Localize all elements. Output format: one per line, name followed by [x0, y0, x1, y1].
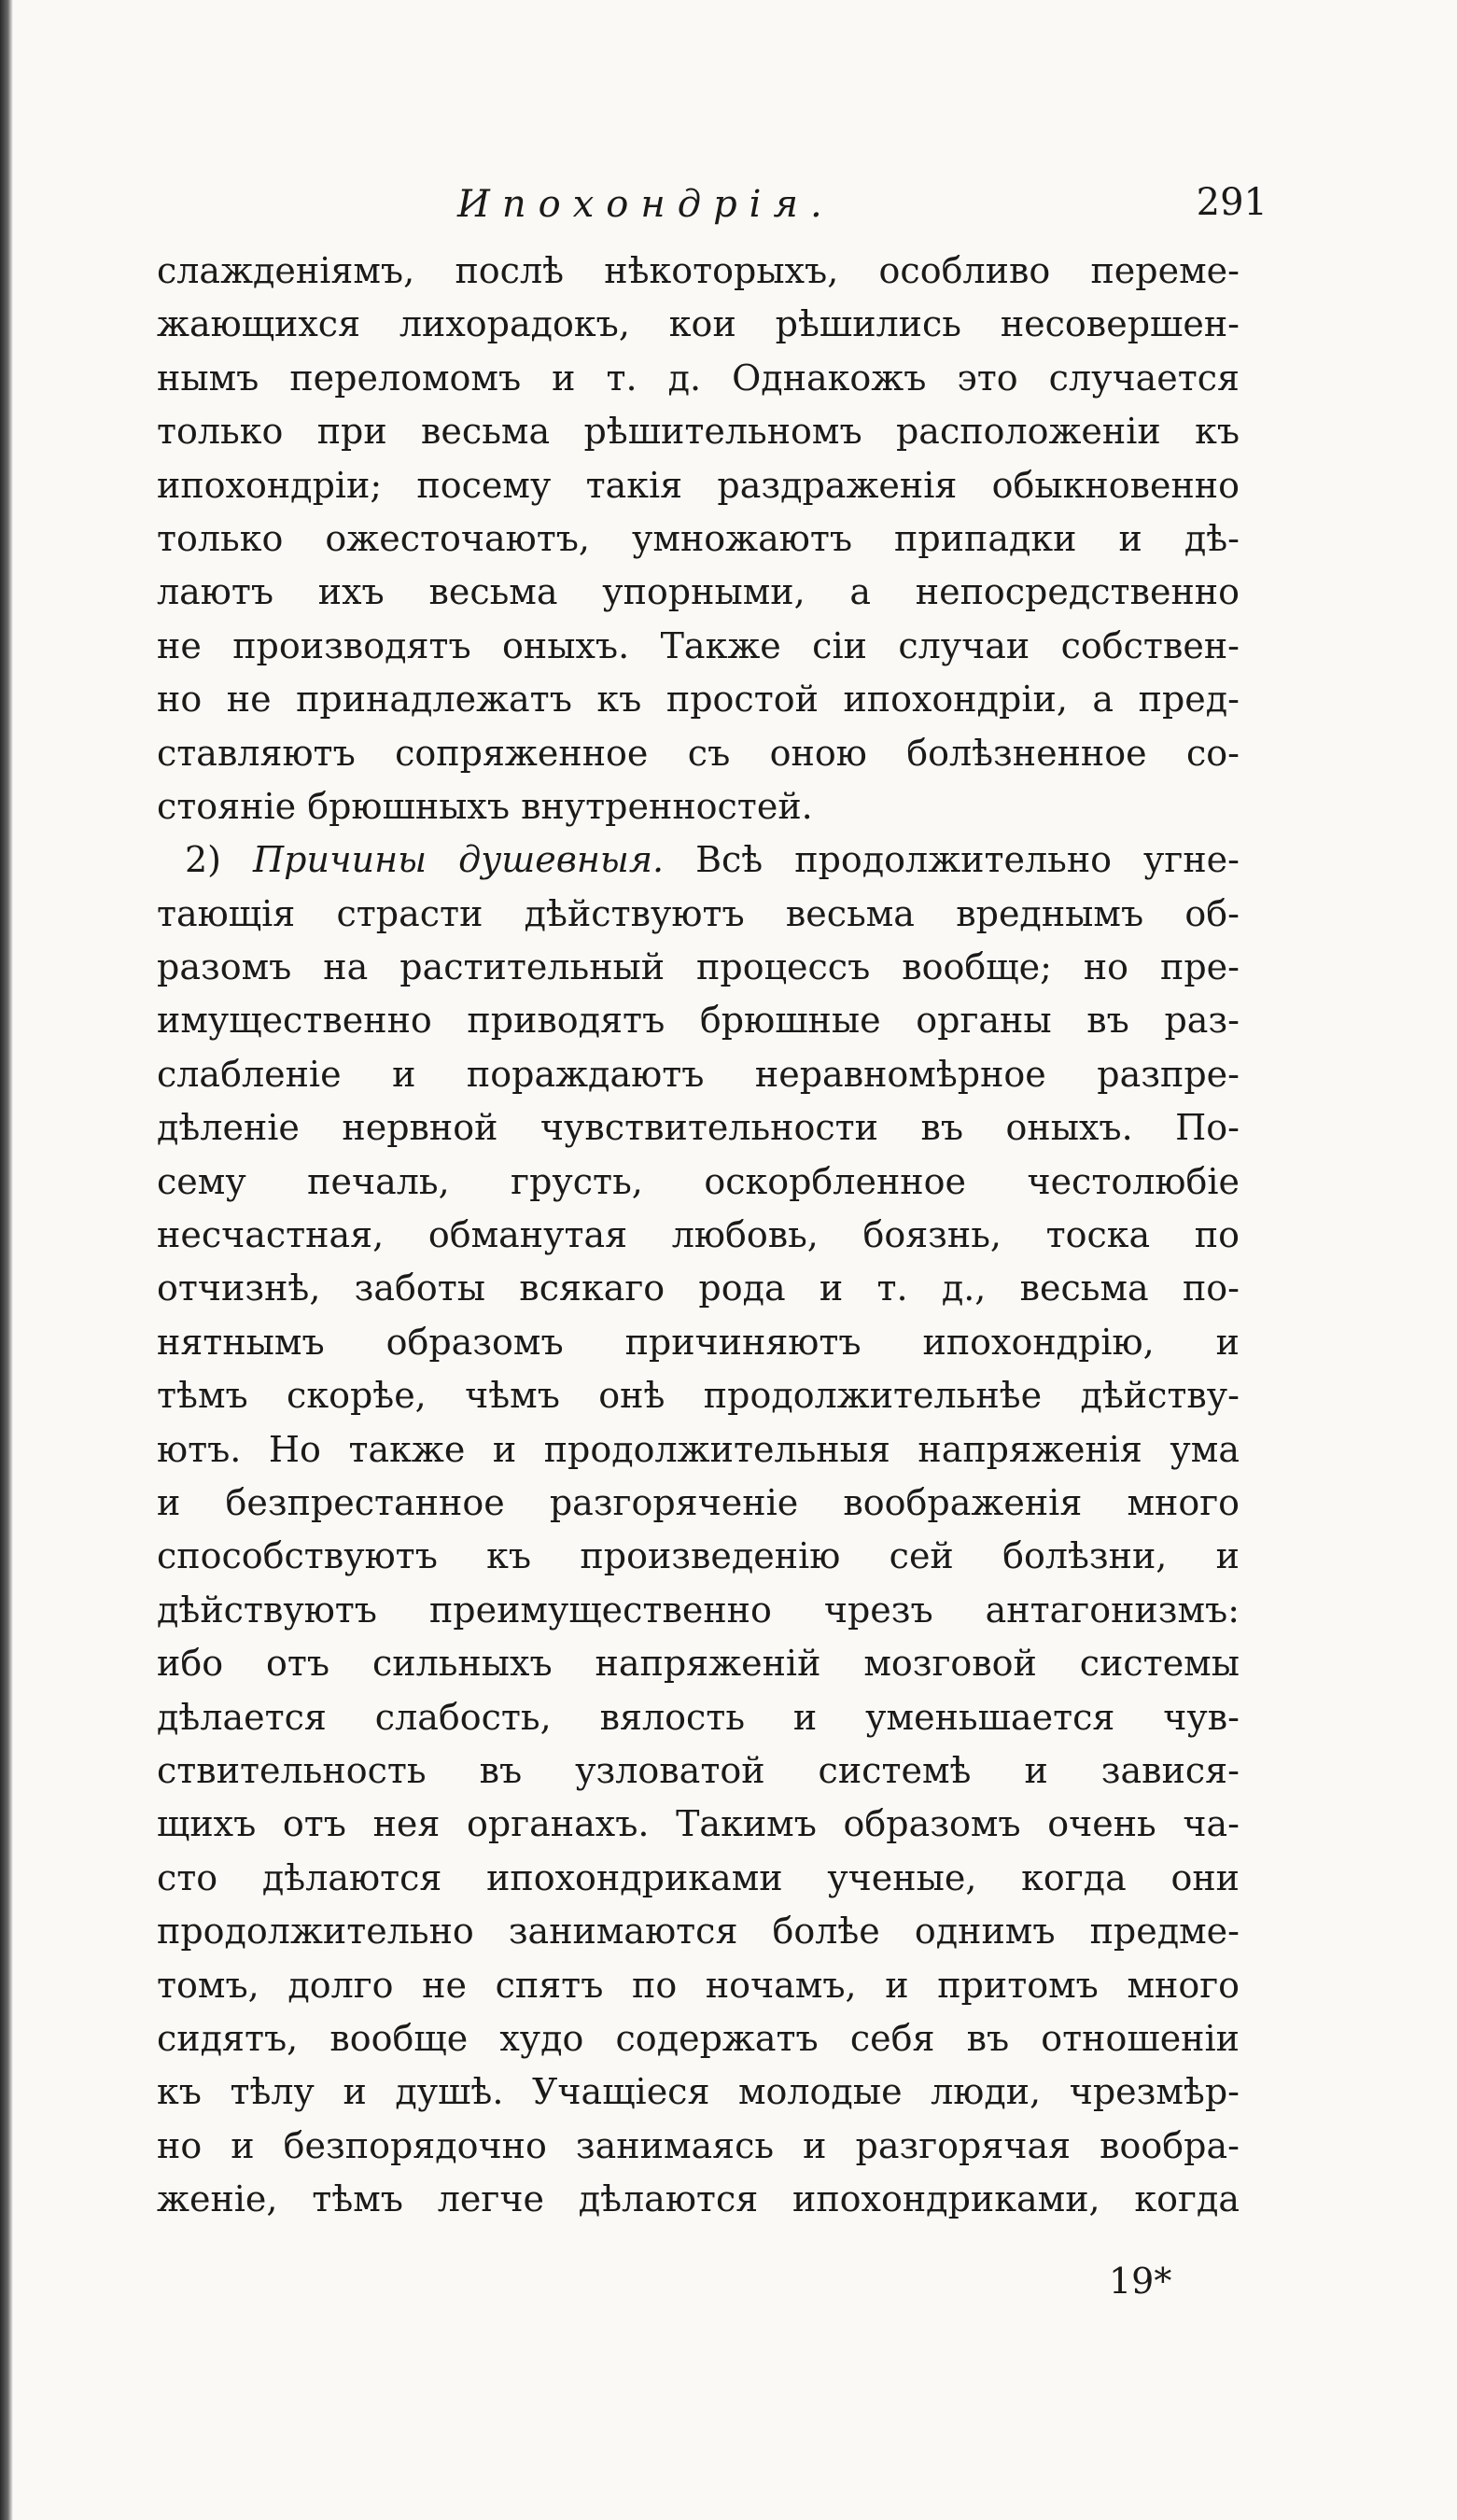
- text-line: тающія страсти дѣйствуютъ весьма вреднымъ об-: [157, 892, 1240, 934]
- text-line: щихъ отъ нея органахъ. Такимъ образомъ очень ча-: [157, 1803, 1240, 1845]
- text-line: нымъ переломомъ и т. д. Однакожъ это случается: [157, 357, 1240, 399]
- text-line: но и безпорядочно занимаясь и разгорячая вообра-: [157, 2124, 1240, 2166]
- text-line: разомъ на растительный процессъ вообще; но пре-: [157, 946, 1240, 988]
- text-line: дѣленіе нервной чувствительности въ оныхъ. По-: [157, 1107, 1240, 1149]
- paragraph-2-first-line: [157, 833, 1240, 887]
- paragraph-number: 2): [185, 839, 222, 881]
- book-page: [157, 168, 1268, 2226]
- text-line: и безпрестанное разгоряченіе воображенія много: [157, 1481, 1240, 1523]
- text-line: но не принадлежатъ къ простой ипохондріи, а пред-: [157, 679, 1240, 721]
- text-line: не производятъ оныхъ. Также сіи случаи собствен-: [157, 624, 1240, 666]
- text-line: несчастная, обманутая любовь, боязнь, тоска по: [157, 1214, 1240, 1256]
- signature-mark: 19*: [1109, 2261, 1172, 2302]
- text-line: жающихся лихорадокъ, кои рѣшились несовершен-: [157, 303, 1240, 345]
- running-head: [157, 168, 1268, 243]
- text-line: ствительность въ узловатой системѣ и завися-: [157, 1749, 1240, 1791]
- text-line: слажденіямъ, послѣ нѣкоторыхъ, особливо переме-: [157, 250, 1240, 291]
- paragraph-first-line-text: Всѣ продолжительно угне-: [695, 839, 1240, 881]
- paragraph-heading: Причины душевныя.: [253, 839, 665, 881]
- body-text: [157, 245, 1240, 2226]
- text-line: сто дѣлаются ипохондриками ученые, когда они: [157, 1856, 1240, 1898]
- text-line: дѣлается слабость, вялость и уменьшается чув-: [157, 1696, 1240, 1738]
- text-line: ибо отъ сильныхъ напряженій мозговой системы: [157, 1643, 1240, 1685]
- text-line: отчизнѣ, заботы всякаго рода и т. д., весьма по-: [157, 1267, 1240, 1309]
- page-number: 291: [1196, 181, 1268, 224]
- text-line: имущественно приводятъ брюшные органы въ раз-: [157, 1000, 1240, 1042]
- text-line: способствуютъ къ произведенію сей болѣзни, и: [157, 1535, 1240, 1577]
- text-line: къ тѣлу и душѣ. Учащіеся молодые люди, чрезмѣр-: [157, 2071, 1240, 2113]
- text-line: нятнымъ образомъ причиняютъ ипохондрію, и: [157, 1321, 1240, 1363]
- running-title: Ипохондрія.: [457, 183, 834, 226]
- text-line: сидятъ, вообще худо содержатъ себя въ отношеніи: [157, 2017, 1240, 2059]
- text-line: томъ, долго не спятъ по ночамъ, и притомъ много: [157, 1964, 1240, 2006]
- text-line: сему печаль, грусть, оскорбленное честолюбіе: [157, 1160, 1240, 1202]
- text-line: ипохондріи; посему такія раздраженія обыкновенно: [157, 464, 1240, 506]
- text-line: дѣйствуютъ преимущественно чрезъ антагонизмъ:: [157, 1589, 1240, 1631]
- text-line: лаютъ ихъ весьма упорными, а непосредственно: [157, 571, 1240, 613]
- text-line: слабленіе и пораждаютъ неравномѣрное разпре-: [157, 1053, 1240, 1095]
- text-line: ставляютъ сопряженное съ оною болѣзненное со-: [157, 732, 1240, 774]
- text-line: ютъ. Но также и продолжительныя напряженія ума: [157, 1428, 1240, 1470]
- text-line: женіе, тѣмъ легче дѣлаются ипохондриками, когда: [157, 2178, 1240, 2220]
- text-line: только ожесточаютъ, умножаютъ припадки и дѣ-: [157, 517, 1240, 559]
- text-line: тѣмъ скорѣе, чѣмъ онѣ продолжительнѣе дѣйству-: [157, 1375, 1240, 1417]
- book-spine-shadow: [0, 0, 13, 2520]
- text-line: стояніе брюшныхъ внутренностей.: [157, 785, 813, 827]
- text-line: продолжительно занимаются болѣе однимъ предме-: [157, 1911, 1240, 1953]
- text-line: только при весьма рѣшительномъ расположеніи къ: [157, 411, 1240, 453]
